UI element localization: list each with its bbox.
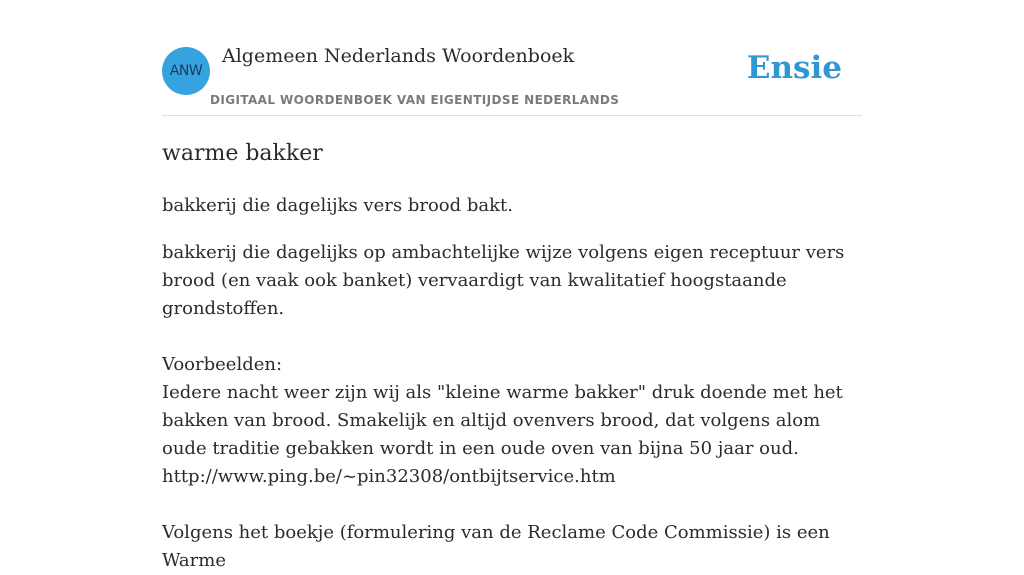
short-definition: bakkerij die dagelijks vers brood bakt. [162, 195, 513, 216]
anw-logo[interactable]: ANW [162, 47, 210, 95]
site-subtitle: DIGITAAL WOORDENBOEK VAN EIGENTIJDSE NEDERLANDS [210, 93, 620, 107]
ensie-brand-logo[interactable]: Ensie [746, 50, 842, 86]
site-title[interactable]: Algemeen Nederlands Woordenboek [222, 45, 575, 67]
site-header [162, 0, 862, 116]
entry-content [162, 138, 862, 575]
definition-body: bakkerij die dagelijks op ambachtelijke wijze volgens eigen receptuur vers brood (en vaak ook banket) vervaardigt van kwalitatief hoogstaande grondstoffen. Voorbeelden: Iedere nacht weer zijn wij als "kleine warme bakker" druk doende met het bakken van brood. Smakelijk en altijd ovenvers brood, dat volgens alom oude traditie gebakken wordt in een oude oven van bijna 50 jaar oud. http://www.ping.be/~pin32308/ontbijtservice.htm Volgens het boekje (formulering van de Reclame Code Commissie) is een Warme [162, 242, 845, 571]
entry-title: warme bakker [162, 141, 323, 166]
